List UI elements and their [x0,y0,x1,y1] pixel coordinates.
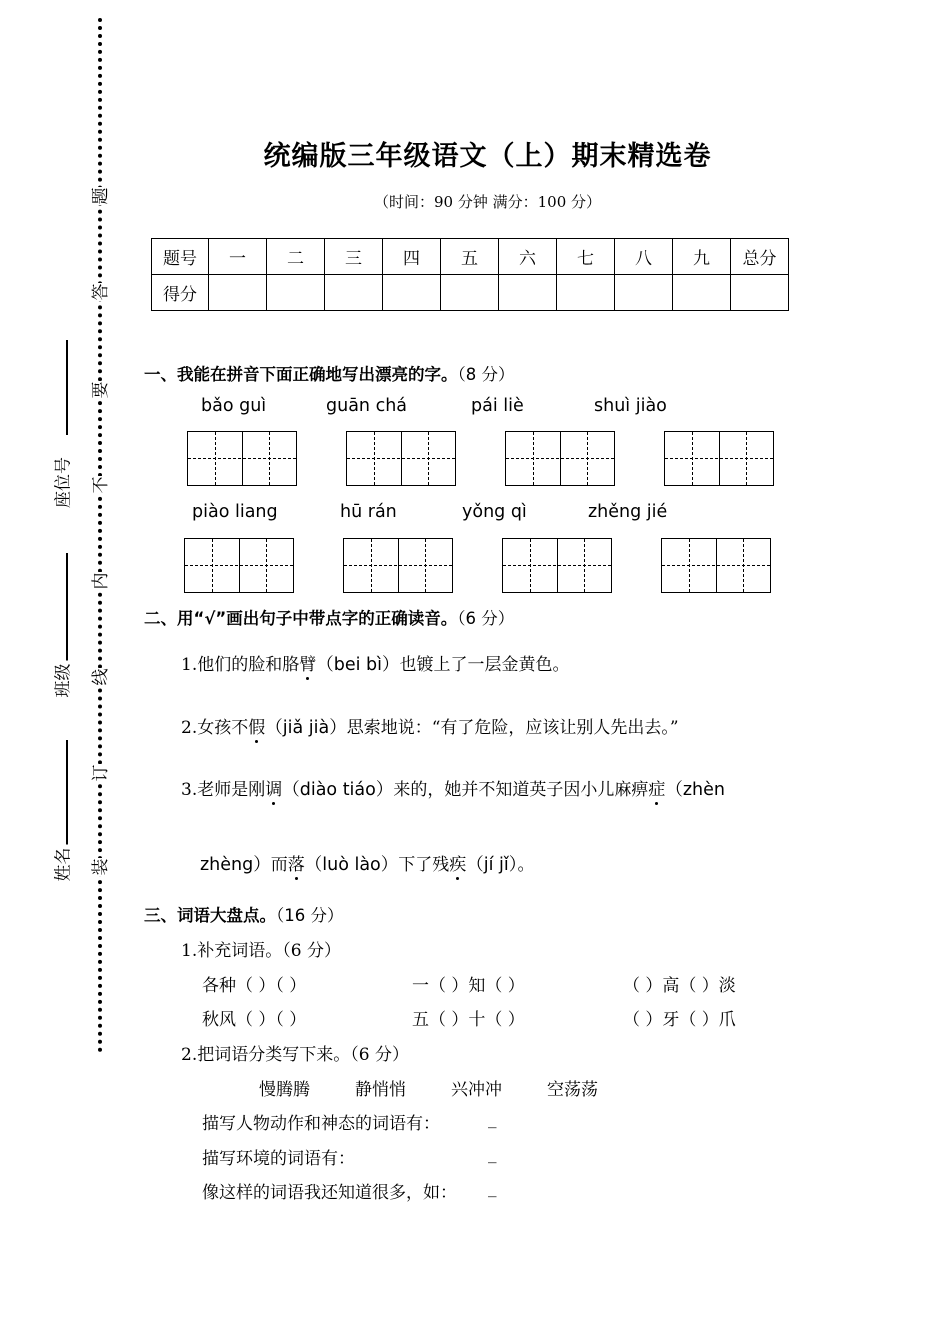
exam-title: 统编版三年级语文（上）期末精选卷 [263,141,712,172]
writing-grid[interactable] [184,538,294,593]
q2-dotted-char: 假 [248,718,266,738]
q3b-pinyin-choices[interactable]: （luò lào） [304,855,399,875]
seat-number-line[interactable] [66,340,68,435]
category-prompt-1: 描写人物动作和神态的词语有： [202,1114,440,1134]
q1-text-end: 也镀上了一层金黄色。 [399,655,570,675]
score-cell[interactable] [441,275,499,311]
score-cell[interactable] [673,275,731,311]
class-line[interactable] [66,553,68,663]
section2-question-1 [181,650,570,676]
q1-dotted-char: 臂 [299,655,317,675]
margin-char-nei: 内 [91,572,111,590]
q3-dotted-char-2: 症 [648,780,666,800]
pinyin-piaoliang: piào liang [192,502,278,522]
section3-heading [144,902,344,926]
q3-dotted-char: 调 [265,780,283,800]
section3-heading-text: 三、词语大盘点。 [144,906,276,925]
score-header-cell: 六 [499,239,557,275]
seat-number-label: 座位号 [56,453,73,513]
word-item: 兴冲冲 [451,1080,502,1100]
q3b-pinyin[interactable]: zhèng） [200,855,271,875]
q3b-dotted-char-2: 疾 [449,855,467,875]
score-cell[interactable] [499,275,557,311]
margin-char-da: 答 [91,283,111,301]
q2-text-end: 思索地说：“有了危险，应该让别人先出去。” [346,718,679,738]
score-cell[interactable] [267,275,325,311]
margin-char-zhuang: 装 [91,858,111,876]
score-header-cell: 三 [325,239,383,275]
section2-question-3-cont [200,850,535,876]
section2-heading [144,605,514,629]
q3b-dotted-char: 落 [287,855,305,875]
score-table [151,238,789,311]
word-item: 静悄悄 [355,1080,406,1100]
writing-grid[interactable] [505,431,615,486]
answer-blank-3[interactable]: _ [488,1178,497,1198]
section1-points: （8 分） [457,365,515,384]
q3-pinyin-choices[interactable]: （diào tiáo） [282,780,394,800]
margin-char-bu: 不 [91,476,111,494]
answer-blank-1[interactable]: _ [488,1109,497,1129]
fill-item[interactable]: （ ）牙（ ）爪 [623,1010,736,1030]
pinyin-baogui: bǎo guì [201,396,267,416]
q2-text: 2.女孩不 [181,718,249,738]
q3-text: 3.老师是刚 [181,780,266,800]
score-header-cell: 四 [383,239,441,275]
pinyin-yongqi: yǒng qì [462,502,527,522]
fill-item[interactable]: （ ）高（ ）淡 [623,976,736,996]
writing-grid[interactable] [664,431,774,486]
pinyin-guancha: guān chá [326,396,408,416]
margin-char-ding: 订 [91,764,111,782]
q1-pinyin-choices[interactable]: （bei bì） [316,655,400,675]
answer-blank-2[interactable]: _ [488,1144,497,1164]
class-label: 班级 [56,661,73,701]
margin-char-ti: 题 [91,187,111,205]
section2-question-3 [181,775,725,801]
exam-subtitle: （时间：90 分钟 满分：100 分） [373,193,602,211]
binding-dotted-line [98,18,102,1053]
fill-item[interactable]: 秋风（ ）（ ） [202,1010,307,1030]
q3b-text: 而 [270,855,288,875]
writing-grid[interactable] [502,538,612,593]
score-cell[interactable] [383,275,441,311]
category-prompt-3: 像这样的词语我还知道很多，如： [202,1183,457,1203]
name-line[interactable] [66,740,68,850]
section2-points: （6 分） [457,609,515,628]
q3-text-mid: 来的，她并不知道英子因小儿麻痹 [393,780,649,800]
pinyin-shuijiao: shuì jiào [594,396,667,416]
score-cell[interactable] [557,275,615,311]
score-header-cell: 八 [615,239,673,275]
q2-pinyin-choices[interactable]: （jiǎ jià） [265,718,347,738]
fill-item[interactable]: 一（ ）知（ ） [412,976,525,996]
pinyin-zhengjie: zhěng jié [588,502,668,522]
score-cell[interactable] [325,275,383,311]
writing-grid[interactable] [346,431,456,486]
writing-grid[interactable] [661,538,771,593]
score-header-cell: 七 [557,239,615,275]
q3b-text-end: 。 [517,855,535,875]
score-cell[interactable] [209,275,267,311]
margin-char-yao: 要 [91,381,111,399]
section2-heading-text: 二、用“√”画出句子中带点字的正确读音。 [144,609,458,628]
fill-item[interactable]: 五（ ）十（ ） [412,1010,525,1030]
score-header-cell: 一 [209,239,267,275]
section3-sub1: 1.补充词语。（6 分） [181,941,341,961]
q3-pinyin-choices-2[interactable]: （zhèn [665,780,725,800]
score-cell[interactable] [731,275,789,311]
writing-grid[interactable] [343,538,453,593]
score-header-cell: 五 [441,239,499,275]
score-row-label: 得分 [152,275,209,311]
score-cell[interactable] [615,275,673,311]
section2-question-2 [181,713,679,739]
pinyin-pailie: pái liè [471,396,524,416]
q3b-pinyin-choices-2[interactable]: （jí jǐ） [466,855,518,875]
word-item: 慢腾腾 [259,1080,310,1100]
score-table-header-row [152,239,789,275]
word-item: 空荡荡 [547,1080,598,1100]
pinyin-huran: hū rán [340,502,397,522]
writing-grid[interactable] [187,431,297,486]
category-prompt-2: 描写环境的词语有： [202,1149,355,1169]
score-header-cell: 二 [267,239,325,275]
margin-char-xian: 线 [91,668,111,686]
score-table-score-row [152,275,789,311]
section3-sub2: 2.把词语分类写下来。（6 分） [181,1045,409,1065]
section1-heading [144,361,515,385]
score-header-cell: 总分 [731,239,789,275]
q3b-text-mid: 下了残 [398,855,450,875]
score-header-cell: 九 [673,239,731,275]
section3-points: （16 分） [276,906,344,925]
score-header-cell: 题号 [152,239,209,275]
section1-heading-text: 一、我能在拼音下面正确地写出漂亮的字。 [144,365,458,384]
fill-item[interactable]: 各种（ ）（ ） [202,976,307,996]
name-label: 姓名 [56,845,73,885]
q1-text: 1.他们的脸和胳 [181,655,300,675]
